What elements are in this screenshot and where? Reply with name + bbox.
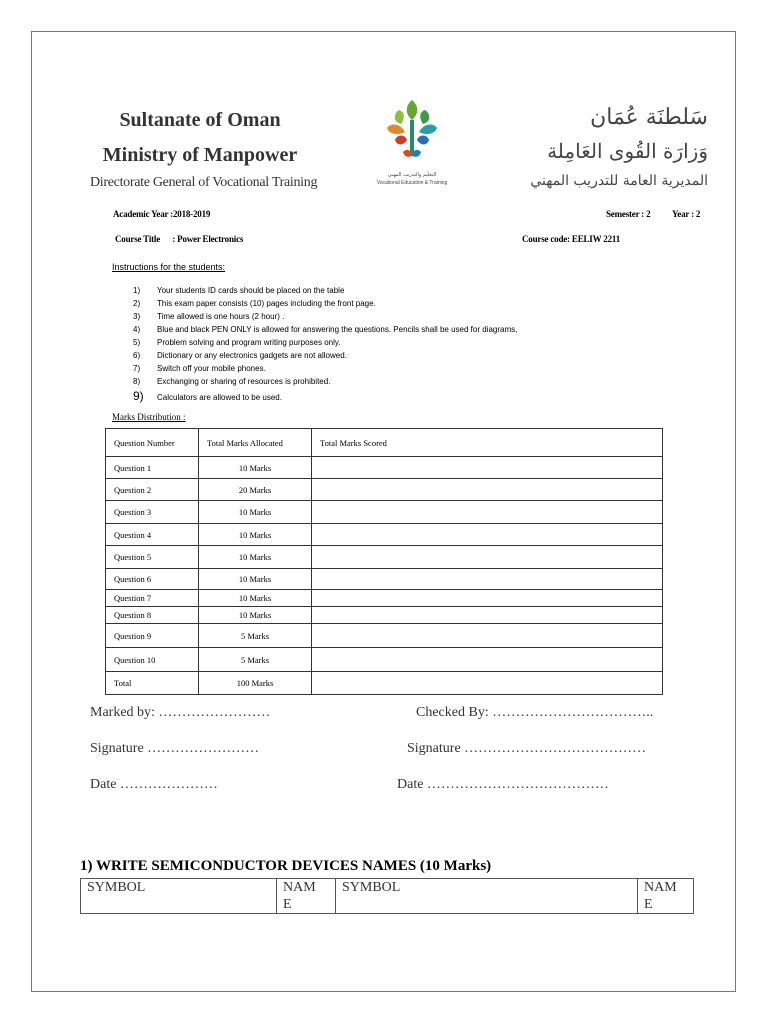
header-arabic-sultanate: سَلطنَة عُمَان <box>590 105 708 130</box>
checked-by-field: Checked By: …………………………….. <box>416 705 654 720</box>
instruction-item: 7) Switch off your mobile phones. <box>133 364 266 373</box>
table-row: Question 6 10 Marks <box>106 569 663 590</box>
question-1-title: 1) WRITE SEMICONDUCTOR DEVICES NAMES (10 Marks) <box>80 858 492 874</box>
instruction-item: 2) This exam paper consists (10) pages including the front page. <box>133 299 376 308</box>
header-ministry: Ministry of Manpower <box>102 144 298 166</box>
table-row: Question 3 10 Marks <box>106 501 663 524</box>
date-left-field: Date ………………… <box>90 777 218 792</box>
instruction-item: 9) Calculators are allowed to be used. <box>133 389 282 403</box>
table-header-row <box>81 879 694 914</box>
semester: Semester : 2 <box>606 209 651 219</box>
signature-right-field: Signature ………………………………… <box>407 741 647 756</box>
header-total-marks-allocated: Total Marks Allocated <box>199 429 312 457</box>
instruction-item: 8) Exchanging or sharing of resources is prohibited. <box>133 377 331 386</box>
table-row: Question 4 10 Marks <box>106 524 663 546</box>
table-row: Question 2 20 Marks <box>106 479 663 501</box>
course-title: Course Title : Power Electronics <box>115 234 244 244</box>
table-row: Question 10 5 Marks <box>106 648 663 672</box>
table-total-row: Total 100 Marks <box>106 672 663 695</box>
table-row: Question 1 10 Marks <box>106 457 663 479</box>
table-header-row <box>106 429 663 457</box>
symbol-column-header: SYMBOL <box>81 879 277 914</box>
instructions-title: Instructions for the students: <box>112 262 226 272</box>
course-code: Course code: EELIW 2211 <box>522 234 620 244</box>
date-right-field: Date ………………………………… <box>397 777 609 792</box>
logo-caption-english: Vocational Education & Training <box>376 180 448 186</box>
instruction-item: 1) Your students ID cards should be placed on the table <box>133 286 345 295</box>
header-arabic-directorate: المديرية العامة للتدريب المهني <box>530 173 708 189</box>
instruction-item: 3) Time allowed is one hours (2 hour) . <box>133 312 285 321</box>
marks-distribution-title: Marks Distribution : <box>112 412 186 422</box>
header-arabic-ministry: وَزارَة القُوى العَامِلة <box>547 139 708 163</box>
marked-by-field: Marked by: …………………… <box>90 705 271 720</box>
table-row: Question 9 5 Marks <box>106 624 663 648</box>
table-row: Question 5 10 Marks <box>106 546 663 569</box>
logo-caption-arabic: التعليم والتدريب المهني <box>387 172 437 178</box>
header-directorate: Directorate General of Vocational Training <box>90 175 318 190</box>
question-1-table <box>80 878 694 914</box>
header-total-marks-scored: Total Marks Scored <box>312 429 663 457</box>
vocational-training-logo <box>377 96 447 194</box>
table-row: Question 7 10 Marks <box>106 590 663 607</box>
header-question-number: Question Number <box>106 429 199 457</box>
marks-table <box>105 428 663 695</box>
signature-left-field: Signature …………………… <box>90 741 260 756</box>
header-sultanate: Sultanate of Oman <box>119 109 281 131</box>
symbol-column-header-2: SYMBOL <box>336 879 638 914</box>
table-row: Question 8 10 Marks <box>106 607 663 624</box>
name-column-header-2: NAM E <box>638 879 694 914</box>
academic-year: Academic Year :2018-2019 <box>113 209 211 219</box>
logo-icon <box>387 100 437 157</box>
name-column-header: NAM E <box>277 879 336 914</box>
instruction-item: 5) Problem solving and program writing purposes only. <box>133 338 341 347</box>
instruction-item: 6) Dictionary or any electronics gadgets are not allowed. <box>133 351 347 360</box>
year: Year : 2 <box>672 209 701 219</box>
instruction-item: 4) Blue and black PEN ONLY is allowed for answering the questions. Pencils shall be used for diagrams, <box>133 325 518 334</box>
